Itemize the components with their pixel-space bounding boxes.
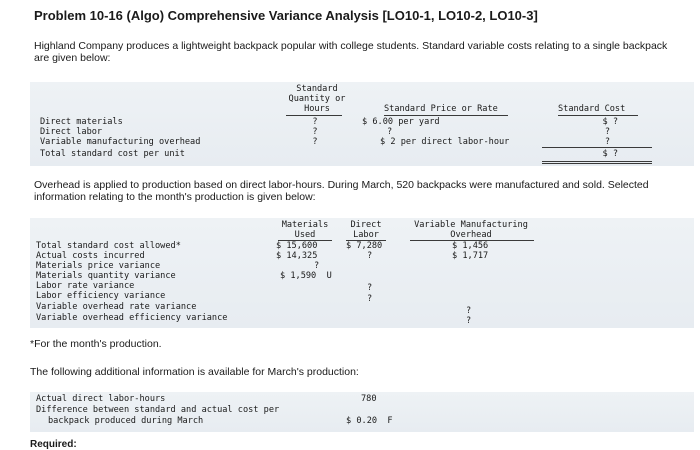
std-row-label: Variable manufacturing overhead (40, 137, 201, 147)
std-row-cost: $ ? (602, 149, 618, 159)
add-row-label: backpack produced during March (48, 416, 204, 426)
std-row-hours: ? (312, 127, 318, 137)
col-labor-header-2: Labor (353, 230, 379, 240)
add-row-value: 780 (361, 394, 377, 404)
problem-title: Problem 10-16 (Algo) Comprehensive Variance Analysis [LO10-1, LO10-2, LO10-3] (34, 8, 538, 23)
prod-row-label: Labor efficiency variance (36, 291, 166, 301)
prod-row-labor: ? (367, 283, 373, 293)
prod-row-materials: ? (314, 261, 320, 271)
footnote: *For the month's production. (30, 338, 162, 350)
add-row-value: $ 0.20 F (346, 416, 393, 426)
std-row-label: Direct materials (40, 117, 123, 127)
prod-row-vmo: $ 1,717 (452, 251, 489, 261)
prod-row-materials: $ 1,590 U (280, 271, 332, 281)
col-hours-header-2: Quantity or (288, 94, 346, 104)
col-price-underline (384, 115, 508, 116)
required-heading: Required: (30, 439, 77, 450)
std-row-price: $ 2 per direct labor-hour (380, 137, 510, 147)
col-hours-header-3: Hours (304, 104, 330, 114)
prod-row-label: Total standard cost allowed* (36, 241, 181, 251)
col-vmo-header-2: Overhead (450, 230, 492, 240)
add-row-label: Difference between standard and actual cost per (36, 405, 280, 415)
col-materials-header-1: Materials (281, 220, 329, 230)
std-row-price: ? (387, 127, 393, 137)
prod-row-vmo: ? (466, 306, 472, 316)
overhead-paragraph: Overhead is applied to production based on direct labor-hours. During March, 520 backpacks were manufactured and sold. Selected information relating to the month's production is given below: (34, 179, 649, 203)
col-price-header: Standard Price or Rate (384, 104, 498, 114)
prod-row-label: Variable overhead efficiency variance (36, 313, 228, 323)
additional-paragraph: The following additional information is available for March's production: (30, 366, 359, 378)
prod-row-label: Variable overhead rate variance (36, 302, 197, 312)
col-vmo-header-1: Variable Manufacturing (414, 220, 528, 230)
std-row-cost: ? (604, 137, 610, 147)
std-row-cost: $ ? (602, 117, 618, 127)
col-hours-header-1: Standard (296, 84, 338, 94)
prod-row-labor: ? (367, 251, 373, 261)
add-row-label: Actual direct labor-hours (36, 394, 166, 404)
prod-row-materials: $ 15,600 (276, 241, 318, 251)
std-row-hours: ? (312, 137, 318, 147)
total-rule (542, 147, 652, 148)
total-double-rule-1 (542, 161, 652, 162)
prod-row-vmo: $ 1,456 (452, 241, 489, 251)
total-double-rule-2 (542, 163, 652, 164)
prod-row-label: Materials quantity variance (36, 271, 176, 281)
std-row-hours: ? (312, 117, 318, 127)
col-labor-header-1: Direct (350, 220, 382, 230)
col-cost-header: Standard Cost (558, 104, 626, 114)
prod-row-labor: $ 7,280 (346, 241, 383, 251)
prod-row-label: Actual costs incurred (36, 251, 145, 261)
col-hours-underline (286, 115, 342, 116)
std-row-label: Direct labor (40, 127, 103, 137)
std-row-price: $ 6.00 per yard (362, 117, 440, 127)
intro-paragraph: Highland Company produces a lightweight backpack popular with college students. Standard variable costs relating to a single backpack are given below: (34, 40, 668, 64)
col-cost-underline (558, 115, 638, 116)
prod-row-label: Labor rate variance (36, 281, 135, 291)
prod-row-vmo: ? (466, 316, 472, 326)
std-row-cost: ? (604, 127, 610, 137)
prod-row-labor: ? (367, 294, 373, 304)
prod-row-label: Materials price variance (36, 261, 161, 271)
col-materials-header-2: Used (294, 230, 316, 240)
prod-row-materials: $ 14,325 (276, 251, 318, 261)
std-row-label: Total standard cost per unit (40, 149, 185, 159)
